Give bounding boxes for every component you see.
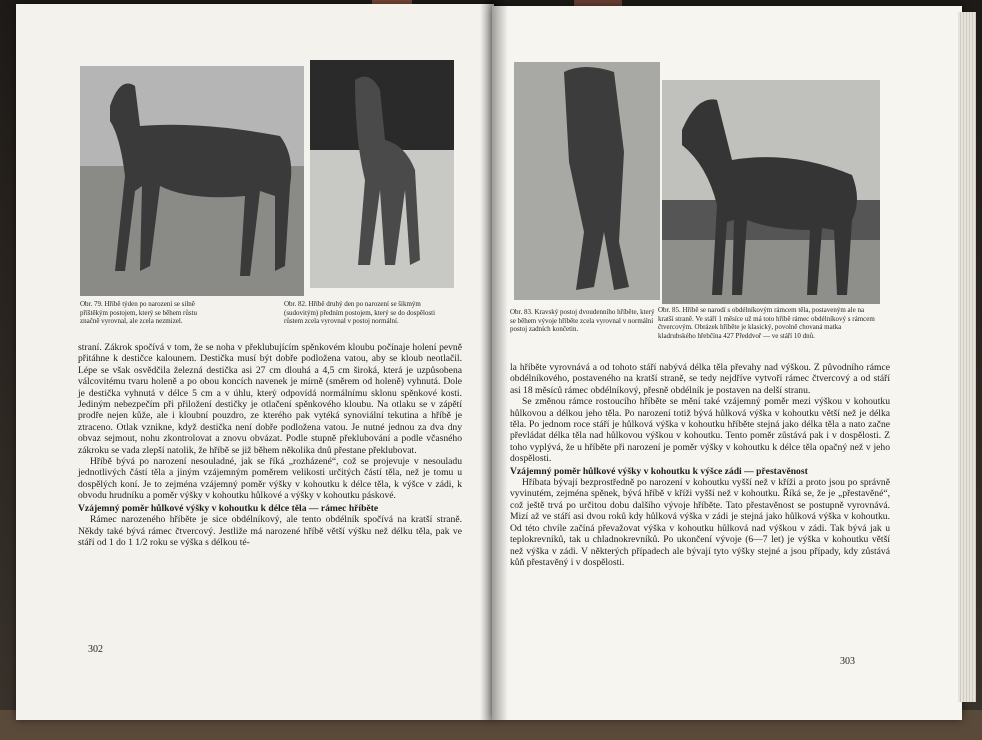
section-heading: Vzájemný poměr hůlkové výšky v kohoutku k délce těla — rámec hříběte: [78, 502, 379, 514]
paragraph: Rámec narozeného hříběte je sice obdélníkový, ale tento obdélník spočívá na kratší straně. Někdy také bývá rámec čtvercový. Jestliže má narozené hříbě větší výšku než délku těla, pak ve stáří od 1 do 1 1/2 roku se výška s délkou té-: [78, 514, 462, 548]
page-edges: [958, 12, 976, 702]
foal-side-image: [80, 66, 304, 296]
photo-foal-rear: [514, 62, 660, 300]
foal-standing-image: [662, 80, 880, 304]
section-heading: Vzájemný poměr hůlkové výšky v kohoutku k výšce zádi — přestavěnost: [510, 465, 808, 477]
right-body-text: [510, 362, 890, 568]
photo-1-caption: Obr. 79. Hříbě týden po narození se silně příštěkým postojem, který se během růstu značně vyrovnal, ale zcela nezmizel.: [80, 300, 198, 325]
photo-foal-standing: [662, 80, 880, 304]
photo-foal-side: [80, 66, 304, 296]
foal-front-image: [310, 60, 454, 288]
photo-2-caption: Obr. 85. Hříbě se narodí s obdélníkovým rámcem těla, postaveným ale na kratší straně. Ve stáří 1 měsíce už má toto hříbě rámec obdélníkový s rámcem čtvercovým. Obrázek hříběte je klasický, povolně chovaná matka kladrubského hřebčína 427 Předdvoř — ve stáří 10 dnů.: [658, 306, 875, 340]
paragraph: Hříbata bývají bezprostředně po narození v kohoutku vyšší než v kříži a proto jsou po správně vyvinutém, zejména spěnek, bývá hříbě v kříži vyšší než v kohoutku. Říká se, že je „přestavěné“, což ještě trvá po určitou dobu dalšího vývoje hříběte. Tato přestavěnost se postupně vyrovnává. Mizí až ve stáří asi dvou roků kdy hůlková výška v zádi je stejná jako hůlková výška v kohoutku. Od této chvíle začíná převažovat výška v kohoutku hůlková nad výškou v zádi. Tak bývá jak u teplokrevníků, tak u chladnokrevníků. Po ukončení vývoje (6—7 let) je výška v kohoutku větší než výška v zádi. V některých případech ale bývají tyto výšky stejné a jsou případy, kdy zůstává kůň přestavěný i v dospělosti.: [510, 477, 890, 568]
paragraph: la hříběte vyrovnává a od tohoto stáří nabývá délka těla převahy nad výškou. Z původního rámce obdélníkového, postaveného na kratší straně, se tedy nejdříve vytvoří rámec čtvercový a od stáří asi 18 měsíců rámec obdélníkový, přesně obdélník je postaven na delší stranu.: [510, 362, 890, 396]
page-number-left: 302: [88, 644, 103, 655]
right-page: [492, 6, 962, 720]
left-body-text: [78, 342, 462, 548]
book-gutter: [480, 0, 508, 720]
paragraph: Hříbě bývá po narození nesouladné, jak se říká „rozházené“, což se projevuje v nesouladu jednotlivých částí těla a jiným vzájemným poměrem velikosti určitých částí těla, než je tomu u dospělých koní. Je to zejména vzájemný poměr výšky v kohoutku k délce těla, k výšce v zádi, k obvodu hrudníku a poměr výšky v kohoutku hůlkové a výšky v kohoutku páskové.: [78, 456, 462, 502]
photo-2-caption: Obr. 82. Hříbě druhý den po narození se šikmým (sudovitým) předním postojem, který se do dospělosti růstem zcela vyrovnal v postoj normální.: [284, 300, 436, 325]
paragraph: Se změnou rámce rostoucího hříběte se mění také vzájemný poměr mezi výškou v kohoutku hůlkovou a délkou jeho těla. Po narození totiž bývá hůlková výška v kohoutku větší než je délka těla. Po jednom roce stáří je hůlková výška v kohoutku hříběte stejná jako délka těla a nato začne převládat délka těla nad hůlkovou výškou v kohoutku. Tento poměr zůstává pak i v dospělosti. Z toho vyplývá, že u hříběte při narození je poměr výšky v kohoutku k délce těla opačný než v jeho dospělosti.: [510, 396, 890, 465]
page-number-right: 303: [840, 656, 855, 667]
foal-rear-image: [514, 62, 660, 300]
photo-foal-front: [310, 60, 454, 288]
paragraph: straní. Zákrok spočívá v tom, že se noha v překlubujícím spěnkovém kloubu počínaje holení pevně přitáhne k destičce kalounem. Destička musí být dobře podložena vatou, aby se kloub neotlačil. Lépe se však osvědčila železná destička asi 27 cm dlouhá a 4,5 cm široká, která je uzpůsobena válcovitému tvaru holeně a po obou koncích navenek je mírně (směrem od holeně) vyhnutá. Dole je destička vyhnutá v délce 5 cm a v úhlu, který odpovídá normálnímu sklonu spěnkové kosti. Jediným nebezpečím při přiložení destičky je otlačení spěnkového kloubu. Na otlaku se v zápětí prodře nejen kůže, ale i kloubní pouzdro, ze kterého pak vytéká synoviální tekutina a hříbě je ztraceno. Otlak vznikne, když destička není dobře podložena vatou. Je nutné jednou za dva dny obvaz sejmout, nohu zkontrolovat a znovu obvázat. Podle stupně překlubování a podle včasného zákroku se vada zlepší natolik, že hříbě se již během několika dnů přestane překlubovat.: [78, 342, 462, 456]
left-page: [16, 4, 494, 720]
photo-1-caption: Obr. 83. Kravský postoj dvoudenního hříběte, který se během vývoje hříběte zcela vyrovnal v normální postoj zadních končetin.: [510, 308, 655, 333]
